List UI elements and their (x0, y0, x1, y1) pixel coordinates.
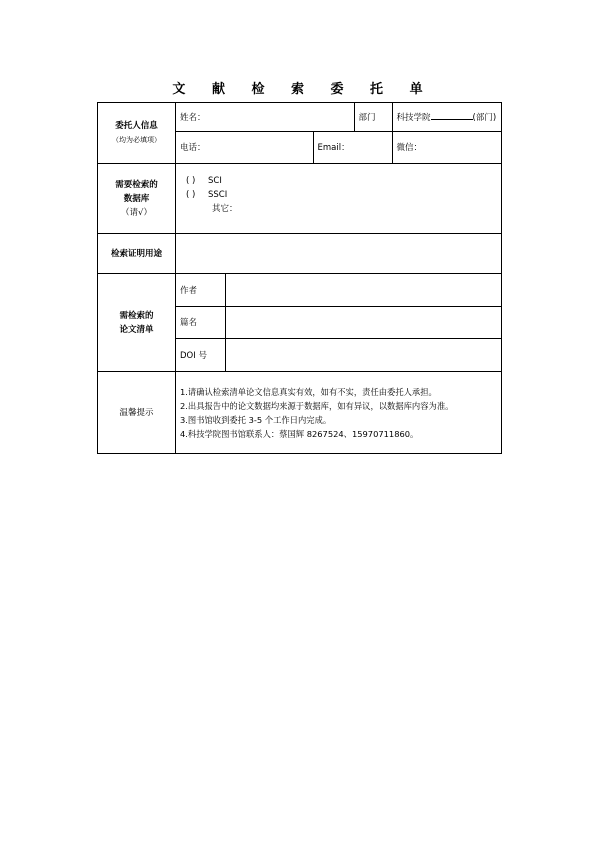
reminder-label-text: 温馨提示 (119, 407, 154, 418)
paper-row-doi (176, 339, 502, 371)
paper-row-title (176, 306, 502, 338)
reminder-line-2: 2.出具报告中的论文数据均来源于数据库，如有异议，以数据库内容为准。 (180, 400, 454, 411)
database-label-line2: 数据库 (123, 193, 150, 204)
client-info-note: （均为必填项） (112, 136, 161, 144)
commission-form (97, 102, 502, 454)
database-option-ssci[interactable] (186, 188, 497, 202)
client-info-title: 委托人信息 (115, 121, 158, 131)
name-field[interactable] (176, 103, 354, 131)
dept-label-cell (354, 103, 392, 131)
database-option-other[interactable] (186, 202, 497, 216)
paper-list-fields (176, 274, 502, 372)
client-info-label (98, 103, 176, 164)
dept-suffix: (部门) (472, 113, 497, 124)
purpose-label (98, 234, 176, 274)
name-label: 姓名： (180, 112, 206, 123)
wechat-field[interactable] (392, 131, 502, 163)
database-label-line1: 需要检索的 (115, 179, 158, 190)
author-label: 作者 (180, 285, 198, 296)
reminder-line-1: 1.请确认检索清单论文信息真实有效，如有不实，责任由委托人承担。 (180, 386, 437, 397)
paper-list-label-line2: 论文清单 (119, 324, 154, 335)
ssci-label: SSCI (208, 190, 228, 200)
title-input[interactable] (225, 306, 502, 338)
reminder-line-3: 3.图书馆收到委托 3-5 个工作日内完成。 (180, 414, 332, 425)
phone-label: 电话： (180, 143, 206, 154)
reminder-content (176, 372, 502, 454)
sci-checkbox[interactable]: ( ) (186, 176, 196, 186)
database-option-sci[interactable] (186, 174, 497, 188)
email-field[interactable] (313, 131, 392, 163)
sci-label: SCI (208, 176, 222, 186)
paper-list-label-line1: 需检索的 (119, 310, 154, 321)
reminder-label (98, 372, 176, 454)
dept-label: 部门 (358, 112, 376, 123)
dept-prefix: 科技学院 (396, 113, 431, 124)
reminder-line-4: 4.科技学院图书馆联系人：蔡国辉 8267524、15970711860。 (180, 428, 419, 439)
purpose-field[interactable] (176, 234, 502, 274)
title-label: 篇名 (176, 306, 225, 338)
client-info-fields (176, 103, 502, 164)
dept-blank (431, 110, 473, 120)
paper-row-author (176, 274, 502, 306)
author-input[interactable] (225, 274, 502, 306)
purpose-label-text: 检索证明用途 (110, 248, 162, 259)
email-label: Email： (317, 143, 350, 154)
ssci-checkbox[interactable]: ( ) (186, 190, 196, 200)
document-title: 文 献 检 索 委 托 单 (172, 82, 434, 97)
database-options (176, 164, 502, 234)
other-label: 其它： (212, 204, 238, 214)
database-label (98, 164, 176, 234)
doi-input[interactable] (225, 339, 502, 371)
database-label-line3: （请√） (121, 207, 152, 218)
paper-list-label (98, 274, 176, 372)
wechat-label: 微信： (396, 143, 423, 154)
dept-field[interactable] (392, 103, 502, 131)
doi-label: DOI 号 (176, 339, 225, 371)
phone-field[interactable] (176, 131, 313, 163)
